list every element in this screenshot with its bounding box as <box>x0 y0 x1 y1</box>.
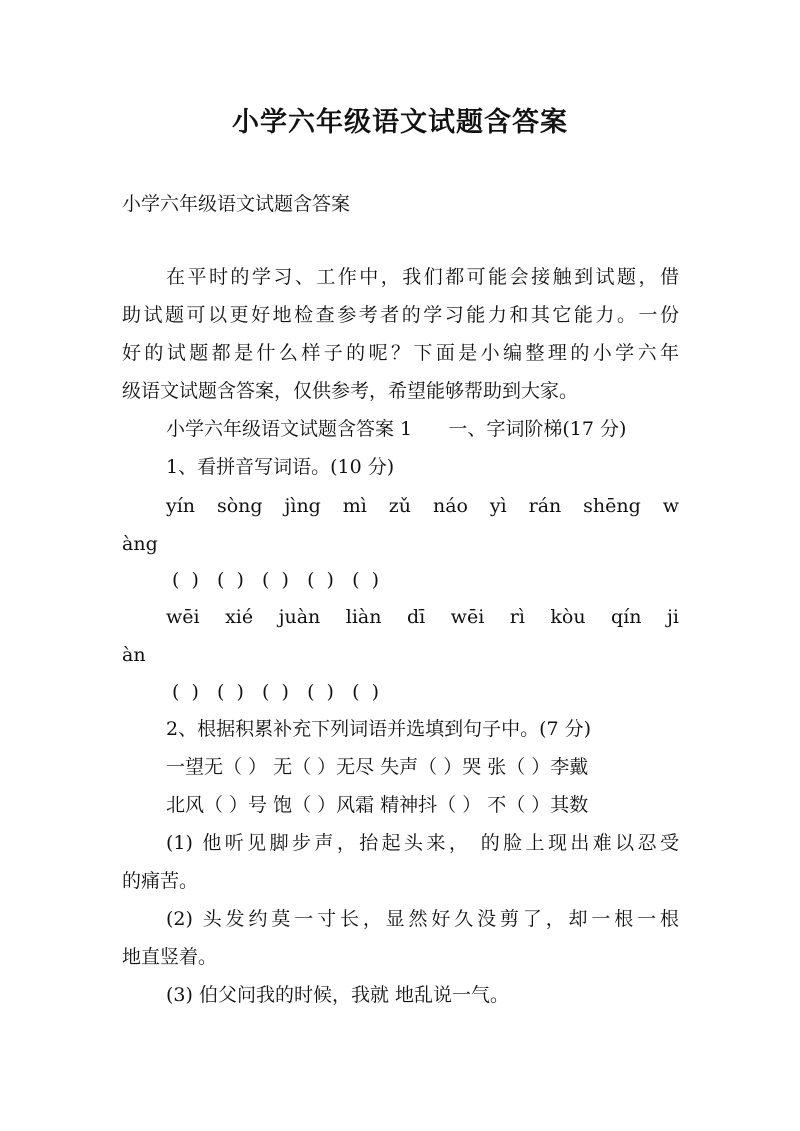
document-title: 小学六年级语文试题含答案 <box>232 107 568 138</box>
answer-blanks-row-2: ( ) ( ) ( ) ( ) ( ) <box>172 681 379 703</box>
sentence-2-continued: 地直竖着。 <box>122 946 218 968</box>
idioms-row-2: 北风（ ）号 饱（ ）风霜 精神抖（ ） 不（ ）其数 <box>166 794 589 816</box>
sentence-3: (3) 伯父问我的时候，我就 地乱说一气。 <box>166 984 509 1006</box>
pinyin-row-2: wēi xié juàn liàn dī wēi rì kòu qín ji <box>166 606 679 628</box>
question-2-heading: 2、根据积累补充下列词语并选填到句子中。(7 分) <box>166 718 592 740</box>
pinyin-row-1-continued: àng <box>122 533 158 555</box>
intro-line-2: 助试题可以更好地检查参考者的学习能力和其它能力。一份 <box>122 304 679 326</box>
intro-line-4: 级语文试题含答案，仅供参考，希望能够帮助到大家。 <box>122 380 579 402</box>
intro-line-1: 在平时的学习、工作中，我们都可能会接触到试题，借 <box>166 266 679 288</box>
pinyin-row-2-continued: àn <box>122 644 146 666</box>
document-subtitle: 小学六年级语文试题含答案 <box>122 193 351 215</box>
answer-blanks-row-1: ( ) ( ) ( ) ( ) ( ) <box>172 569 379 591</box>
question-1-heading: 1、看拼音写词语。(10 分) <box>166 456 395 478</box>
sentence-2: (2) 头发约莫一寸长，显然好久没剪了，却一根一根 <box>166 908 679 930</box>
intro-line-3: 好的试题都是什么样子的呢？下面是小编整理的小学六年 <box>122 342 679 364</box>
sentence-1-continued: 的痛苦。 <box>122 870 199 892</box>
idioms-row-1: 一望无（ ） 无（ ）无尽 失声（ ）哭 张（ ）李戴 <box>166 756 589 778</box>
pinyin-row-1: yín sòng jìng mì zǔ náo yì rán shēng w <box>166 495 679 517</box>
sentence-1: (1) 他听见脚步声，抬起头来， 的脸上现出难以忍受 <box>166 832 679 854</box>
section-heading: 小学六年级语文试题含答案 1 一、字词阶梯(17 分) <box>166 418 627 440</box>
